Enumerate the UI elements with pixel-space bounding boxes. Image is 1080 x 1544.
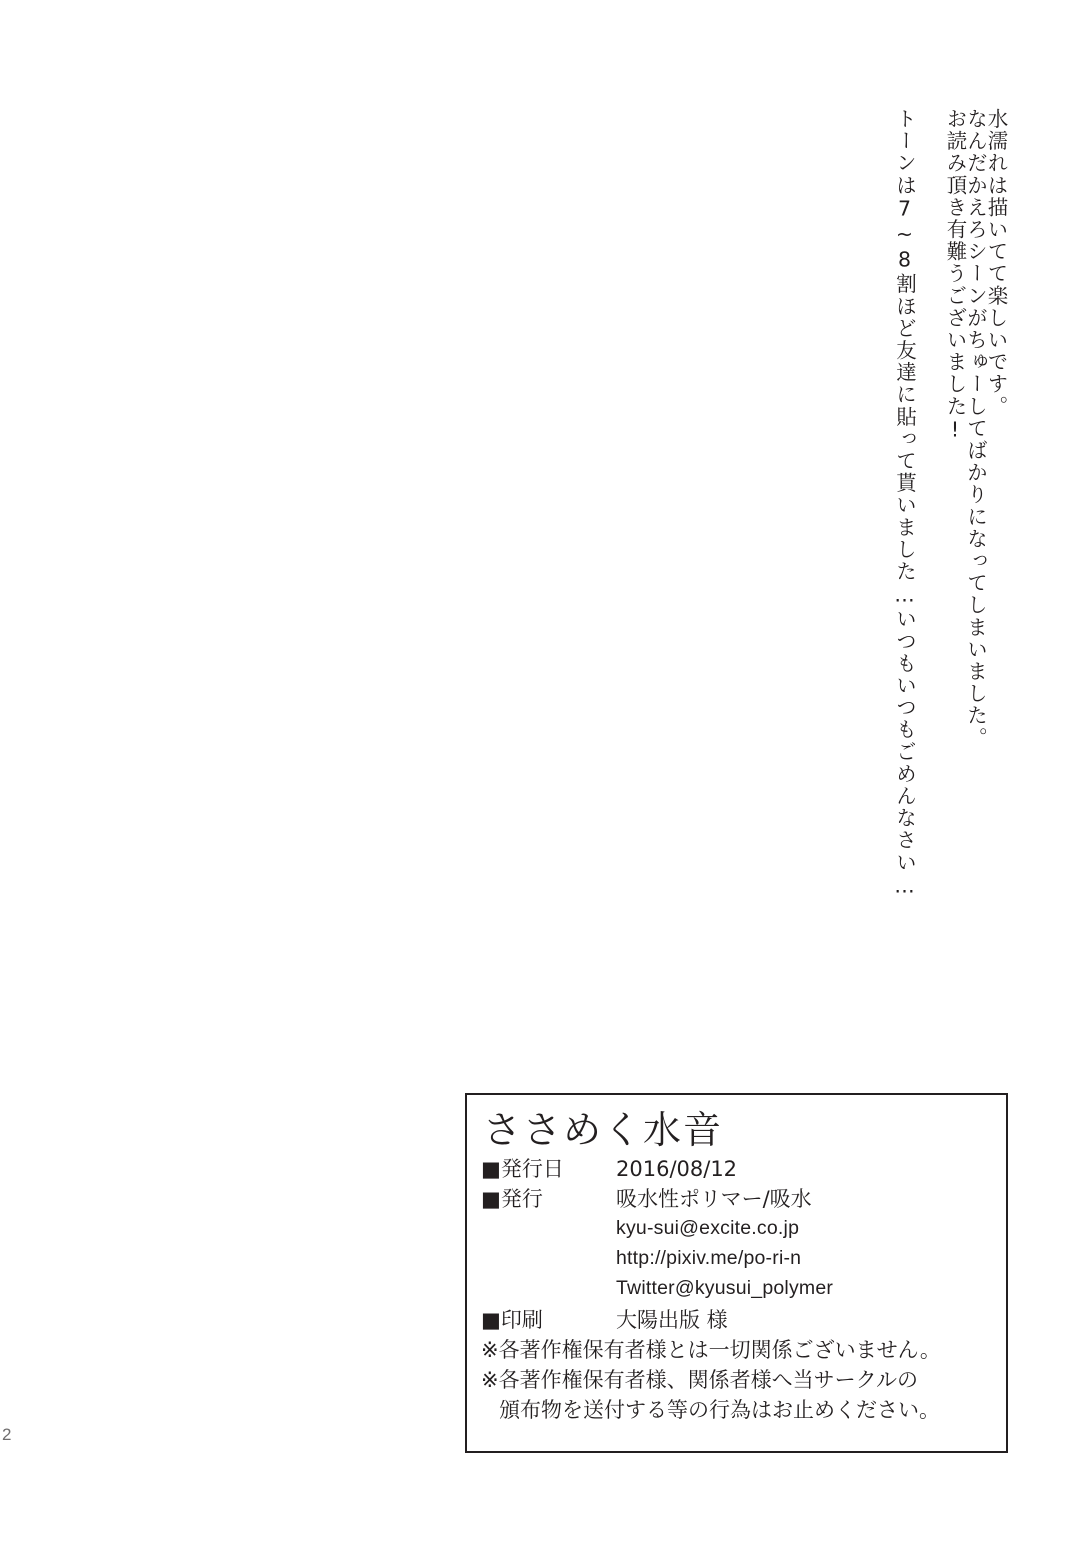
contact-email: kyu-sui@excite.co.jp bbox=[616, 1217, 800, 1240]
page-number: 2 bbox=[2, 1425, 12, 1444]
colophon-row-publish-date bbox=[481, 1155, 992, 1185]
colophon-row-printer bbox=[481, 1306, 992, 1336]
colophon-row-publisher bbox=[481, 1185, 992, 1215]
colophon-box bbox=[465, 1093, 1008, 1453]
disclaimer-line-3: 頒布物を送付する等の行為はお止めください。 bbox=[499, 1397, 940, 1422]
publish-date-value: 2016/08/12 bbox=[616, 1156, 738, 1181]
disclaimer-line-2: ※各著作権保有者様、関係者様へ当サークルの bbox=[481, 1367, 918, 1392]
publish-date-label: ■発行日 bbox=[481, 1156, 564, 1181]
afterword-line-1: 水濡れは描いてて楽しいです。 bbox=[984, 108, 1008, 418]
publisher-value: 吸水性ポリマー/吸水 bbox=[616, 1186, 812, 1211]
afterword-line-4: トーンは7~8割ほど友達に貼って貰いました…いつもいつもごめんなさい… bbox=[892, 108, 917, 899]
printer-label: ■印刷 bbox=[481, 1308, 543, 1333]
contact-pixiv-url: http://pixiv.me/po-ri-n bbox=[616, 1246, 802, 1269]
afterword-line-2: なんだかえろシーンがちゅーしてばかりになってしまいました。 bbox=[963, 108, 988, 749]
afterword-line-3: お読み頂き有難うございました! bbox=[943, 108, 967, 443]
publisher-label: ■発行 bbox=[481, 1186, 543, 1211]
contact-twitter: Twitter@kyusui_polymer bbox=[616, 1276, 834, 1299]
afterword-block bbox=[894, 108, 1006, 908]
disclaimer-line-1: ※各著作権保有者様とは一切関係ございません。 bbox=[481, 1338, 941, 1362]
printer-value: 大陽出版 様 bbox=[616, 1308, 728, 1333]
colophon-title: ささめく水音 bbox=[483, 1108, 724, 1152]
